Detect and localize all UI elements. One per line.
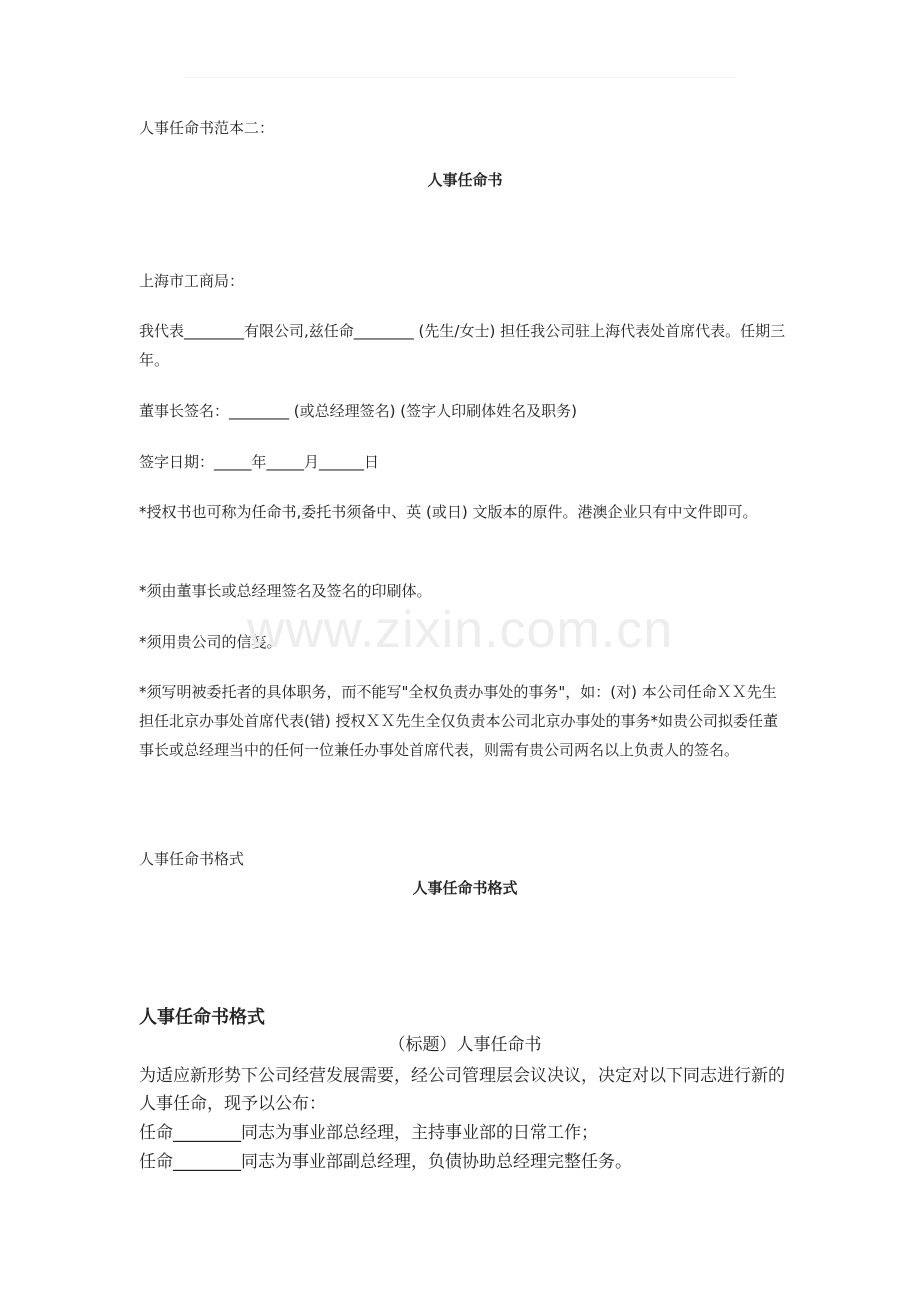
note-duties: *须写明被委托者的具体职务，而不能写"全权负责办事处的事务"，如：(对) 本公司任命ＸＸ先生担任北京办事处首席代表(错) 授权ＸＸ先生全仅负责本公司北京办事处的事务*如贵公司拟委任董事长或总经理当中的任何一位兼任办事处首席代表，则需有贵公司两名以上负责人的签名。 <box>139 683 778 759</box>
appointment-paragraph: 我代表________有限公司,兹任命________ (先生/女士) 担任我公司驻上海代表处首席代表。任期三年。 <box>139 322 786 369</box>
appointment-2: 任命________同志为事业部副总经理，负债协助总经理完整任务。 <box>139 1152 632 1172</box>
footer-mark <box>440 1212 480 1220</box>
note-authorization: *授权书也可称为任命书,委托书须备中、英 (或日) 文版本的原件。港澳企业只有中文件即可。 <box>139 503 758 521</box>
format-subtitle: （标题）人事任命书 <box>388 1035 542 1055</box>
format-heading: 人事任命书格式 <box>139 1007 265 1028</box>
header-rule <box>185 77 735 78</box>
sample-label: 人事任命书范本二： <box>139 119 275 137</box>
format-title: 人事任命书格式 <box>412 879 518 897</box>
document-title: 人事任命书 <box>427 171 503 189</box>
addressee: 上海市工商局： <box>139 272 245 290</box>
note-letterhead: *须用贵公司的信笺。 <box>139 633 282 651</box>
format-paragraph: 为适应新形势下公司经营发展需要，经公司管理层会议决议，决定对以下同志进行新的人事任命，现予以公布： <box>139 1066 785 1114</box>
appointment-1: 任命________同志为事业部总经理，主持事业部的日常工作； <box>139 1123 598 1143</box>
signature-line: 董事长签名：________ (或总经理签名) (签字人印刷体姓名及职务) <box>139 402 577 420</box>
date-line: 签字日期：_____年_____月______日 <box>139 453 380 471</box>
format-label: 人事任命书格式 <box>139 850 245 868</box>
watermark: www.zixin.com.cn <box>246 601 674 659</box>
note-signature: *须由董事长或总经理签名及签名的印刷体。 <box>139 582 432 600</box>
